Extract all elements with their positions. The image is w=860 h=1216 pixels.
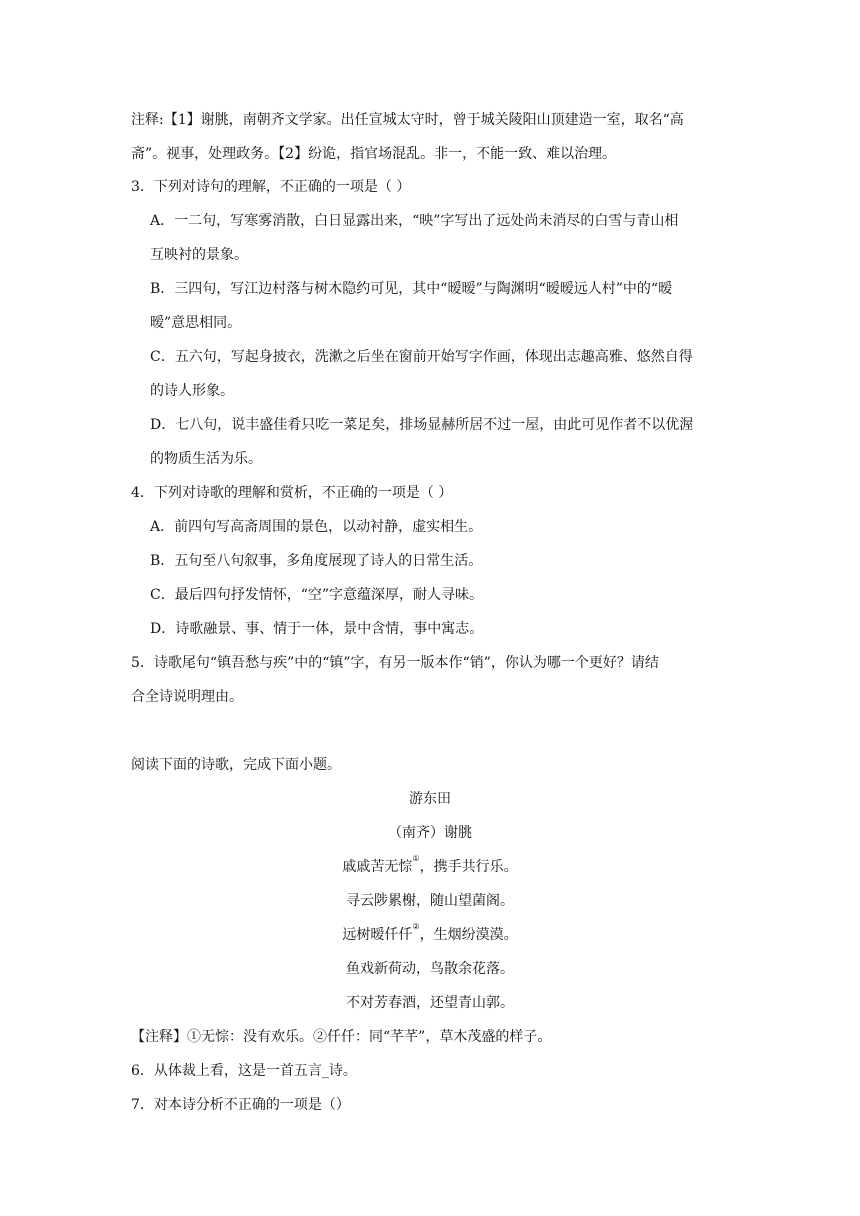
poem-title: 游东田: [409, 791, 451, 807]
question-3-stem: 3．下列对诗句的理解，不正确的一项是（ ）: [131, 179, 411, 195]
question-3-option-c-line-2: 的诗人形象。: [150, 383, 234, 399]
poem-line-1: [0, 854, 860, 877]
question-5-line-2: 合全诗说明理由。: [131, 689, 243, 705]
question-5-line-1: 5．诗歌尾句“镇吾愁与疾”中的“镇”字，有另一版本作“销”，你认为哪一个更好？请结: [131, 655, 659, 671]
question-6: 6．从体裁上看，这是一首五言_诗。: [131, 1063, 357, 1079]
poem-line-4: 鱼戏新荷动，鸟散余花落。: [346, 961, 514, 977]
question-3-option-d-line-1: D．七八句，说丰盛佳肴只吃一菜足矣，排场显赫所居不过一屋，由此可见作者不以优渥: [150, 417, 694, 433]
question-3-option-a-line-1: A．一二句，写寒雾消散，白日显露出来，“映”字写出了远处尚未消尽的白雪与青山相: [150, 213, 679, 229]
question-3-option-b-line-1: B．三四句，写江边村落与树木隐约可见，其中“暧暧”与陶渊明“暧暧远人村”中的“暧: [150, 281, 673, 297]
note-line-1: 注释:【1】谢朓，南朝齐文学家。出任宣城太守时，曾于城关陵阳山顶建造一室，取名“高: [131, 112, 684, 128]
question-3-option-a-line-2: 互映衬的景象。: [150, 247, 248, 263]
poem-line-3-part-b: ，生烟纷漠漠。: [419, 927, 518, 943]
question-4-option-c: C．最后四句抒发情怀，“空”字意蕴深厚，耐人寻味。: [150, 587, 484, 603]
poem-annotation: 【注释】①无悰：没有欢乐。②仟仟：同“芊芊”，草木茂盛的样子。: [131, 1029, 552, 1045]
note-line-2: 斋”。视事，处理政务。【2】纷诡，指官场混乱。非一，不能一致、难以治理。: [131, 146, 617, 162]
question-3-option-d-line-2: 的物质生活为乐。: [150, 451, 262, 467]
footnote-marker-1: ①: [412, 854, 420, 863]
poem-line-2: 寻云陟累榭，随山望菌阁。: [346, 893, 514, 909]
reading-intro: 阅读下面的诗歌，完成下面小题。: [131, 757, 341, 773]
question-3-option-b-line-2: 暧”意思相同。: [150, 315, 242, 331]
question-4-option-a: A．前四句写高斋周围的景色，以动衬静，虚实相生。: [150, 519, 483, 535]
question-7: 7．对本诗分析不正确的一项是（）: [131, 1097, 350, 1113]
question-4-option-d: D．诗歌融景、事、情于一体，景中含情，事中寓志。: [150, 621, 484, 637]
footnote-marker-2: ②: [412, 922, 420, 931]
question-3-option-c-line-1: C．五六句，写起身披衣，洗漱之后坐在窗前开始写字作画，体现出志趣高雅、悠然自得: [150, 349, 693, 365]
question-4-stem: 4．下列对诗歌的理解和赏析，不正确的一项是（ ）: [131, 485, 453, 501]
question-4-option-b: B．五句至八句叙事，多角度展现了诗人的日常生活。: [150, 553, 483, 569]
poem-author: （南齐）谢朓: [388, 825, 472, 841]
poem-line-1-part-a: 戚戚苦无悰: [342, 859, 413, 875]
poem-line-3-part-a: 远树暧仟仟: [342, 927, 413, 943]
poem-line-5: 不对芳春酒，还望青山郭。: [346, 995, 514, 1011]
poem-line-3: [0, 922, 860, 945]
poem-line-1-part-b: ，携手共行乐。: [419, 859, 518, 875]
